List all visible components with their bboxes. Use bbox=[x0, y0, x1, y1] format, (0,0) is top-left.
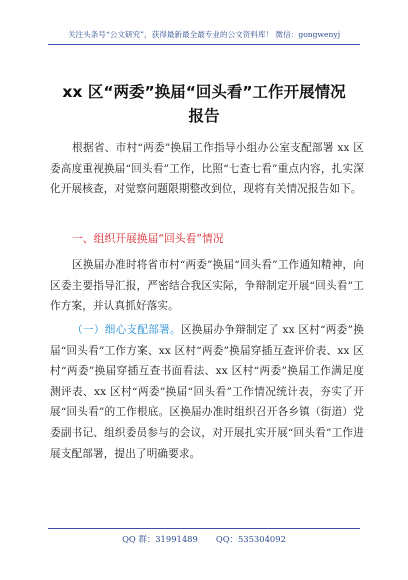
subsection1-paragraph bbox=[50, 320, 364, 464]
intro-paragraph bbox=[50, 138, 364, 200]
document-title-line1: xx 区“两委”换届“回头看”工作开展情况 bbox=[62, 83, 346, 101]
footer-qq: QQ：535304092 bbox=[215, 534, 286, 544]
header-banner: 关注头条号“公文研究”，获得最新最全最专业的公文资料库！ 微信：gongwenyj bbox=[67, 30, 341, 39]
section1-paragraph bbox=[50, 255, 364, 317]
section-heading-1: 一、组织开展换届“回头看”情况 bbox=[72, 232, 224, 245]
intro-text: 根据省、市村“两委”换届工作指导小组办公室支配部署 xx 区委高度重视换届“回头看”工作，比照“七查七看”重点内容，扎实深化开展核查，对觉察问题限期整改到位，现将有关情况报告如下。 bbox=[50, 142, 364, 196]
footer-qq-group: QQ 群：31991489 bbox=[122, 534, 198, 544]
document-title-line2: 报告 bbox=[188, 107, 220, 125]
section1-text: 区换届办准时将省市村“两委”换届“回头看”工作通知精神，向区委主要指导汇报，严密结合我区实际，争辩制定开展“回头看”工作方案，并认真抓好落实。 bbox=[50, 259, 364, 313]
footer-divider bbox=[48, 528, 360, 529]
subsection1-label: （一）细心支配部署。 bbox=[72, 324, 181, 336]
header-divider bbox=[48, 44, 360, 45]
document-title bbox=[40, 80, 368, 128]
subsection1-text: 区换届办争辩制定了 xx 区村“两委”换届“回头看”工作方案、xx 区村“两委”换届穿插互查评价表、xx 区村“两委”换届穿插互查书面看法、xx 区村“两委”换届工作满足度测评表、xx 区村“两委”换届“回头看”工作情况统计表，夯实了开展“回头看”的工作根底。区换届办准时组织召开各乡镇（街道）党委副书记、组织委员参与的会议，对开展扎实开展“回头看”工作进展支配部署，提出了明确要求。 bbox=[50, 324, 365, 460]
footer bbox=[48, 533, 360, 545]
